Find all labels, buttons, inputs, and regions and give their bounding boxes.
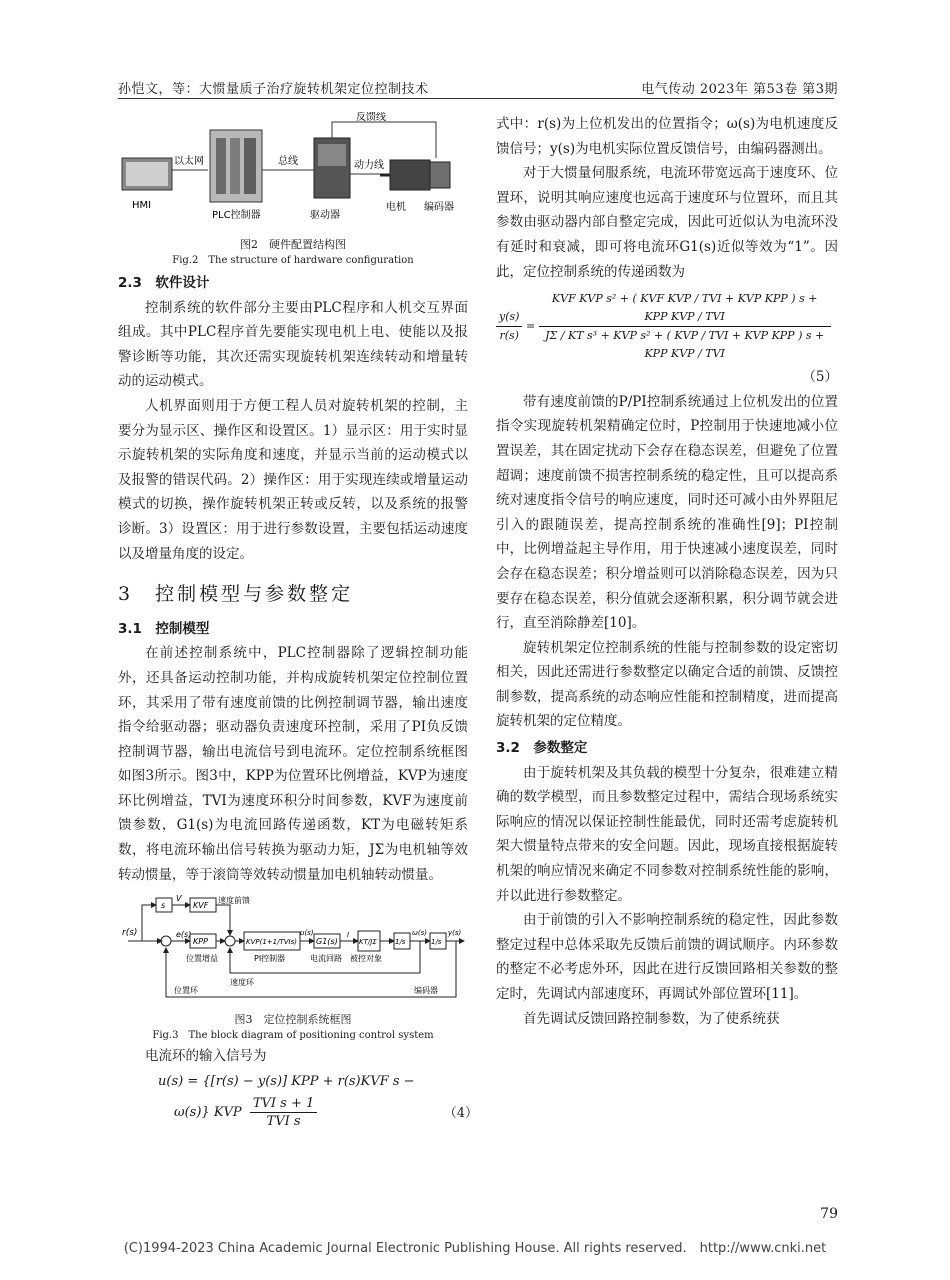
- equation-4-number: （4）: [443, 1105, 478, 1121]
- paragraph: 带有速度前馈的P/PI控制系统通过上位机发出的位置指令实现旋转机架精确定位时，P控制用于快速地减小位置误差，其在固定扰动下会存在稳态误差，但避免了位置超调；速度前馈不损害控制系统的稳定性，且可以提高系统对速度指令信号的响应速度，同时还可减小由外界阻尼引入的跟随误差，提高控制系统的准确性[9]；PI控制中，比例增益起主导作用，用于快速减小速度误差，同时会存在稳态误差；积分增益则可以消除稳态误差，因为只要存在稳态误差，积分值就会逐渐积累，积分调节就会进行，直至消除静差[10]。: [496, 393, 838, 632]
- rs-label: r(s): [122, 928, 138, 939]
- fig3-caption-cn: 图3 定位控制系统框图: [234, 1013, 352, 1027]
- section-2-3-heading: 2.3 软件设计: [118, 275, 210, 291]
- i-label: I: [347, 931, 350, 940]
- eq4-denominator: TVI s: [266, 1113, 301, 1129]
- paragraph: 人机界面则用于方便工程人员对旋转机架的控制，主要分为显示区、操作区和设置区。1）显示区：用于实时显示旋转机架的实际角度和速度，并显示当前的运动模式以及报警的错误代码。2）操作区：用于实现连续或增量运动模式的切换，操作旋转机架正转或反转，以及系统的报警诊断。3）设置区：用于进行参数设置，主要包括运动速度以及增量角度的设定。: [118, 397, 468, 562]
- paragraph: 在前述控制系统中，PLC控制器除了逻辑控制功能外，还具备运动控制功能，并构成旋转机架定位控制位置环，其采用了带有速度前馈的比例控制调节器，输出速度指令给驱动器；驱动器负责速度环控制，采用了PI负反馈控制调节器，输出电流信号到电流环。定位控制系统框图如图3所示。图3中，KPP为位置环比例增益，KVP为速度环比例增益，TVI为速度环积分时间参数，KVF为速度前馈参数，G1(s)为电流回路传递函数，KT为电磁转矩系数，将电流环输出信号转换为驱动力矩，JΣ为电机轴等效转动惯量，等于滚筒等效转动惯量加电机轴转动惯量。: [118, 645, 468, 883]
- int2-label: 1/s: [431, 938, 442, 947]
- running-header-left: 孙恺文，等：大惯量质子治疗旋转机架定位控制技术: [118, 82, 429, 97]
- equation-5-number: （5）: [802, 369, 838, 386]
- block-diagram: [118, 893, 468, 1011]
- eq4-numerator: TVI s + 1: [250, 1095, 317, 1113]
- motor-label: 电机: [386, 202, 406, 213]
- plc-label: PLC控制器: [212, 210, 261, 221]
- kpp-label: KPP: [193, 937, 208, 947]
- power-label: 动力线: [354, 160, 384, 171]
- eq5-lhs: [496, 308, 522, 345]
- motor-body: [390, 160, 430, 190]
- fig2-caption-cn: 图2 硬件配置结构图: [240, 238, 346, 251]
- paragraph: 对于大惯量伺服系统，电流环带宽远高于速度环、位置环，说明其响应速度也远高于速度环与位置环，而且其参数由驱动器内部自整定完成，因此可近似认为电流环没有延时和衰减，即可将电流环G1(s)近似等效为“1”。因此，定位控制系统的传递函数为: [496, 165, 838, 280]
- eq5-rhs: [539, 290, 831, 363]
- figure-3: [118, 893, 468, 1011]
- g1-label: G1(s): [316, 937, 338, 947]
- pos-loop-label: 位置环: [174, 986, 198, 996]
- v-label: V: [176, 894, 182, 904]
- hardware-diagram: [118, 112, 468, 244]
- equation-4-line-1: u(s) = {[r(s) − y(s)] KPP + r(s)KVF s −: [158, 1073, 415, 1089]
- feedback-label: 反馈线: [356, 112, 386, 123]
- kvf-label: KVF: [193, 901, 209, 911]
- paragraph: 控制系统的软件部分主要由PLC程序和人机交互界面组成。其中PLC程序首先要能实现电机上电、使能以及报警诊断等功能，其次还需实现旋转机架连续转动和增量转动的运动模式。: [118, 299, 468, 390]
- eq5-denominator: JΣ / KT s³ + KVP s² + ( KVP / TVI + KVP KPP ) s + KPP KVP / TVI: [545, 329, 825, 361]
- current-label: 电流回路: [310, 954, 342, 964]
- paragraph: 由于前馈的引入不影响控制系统的稳定性，因此参数整定过程中总体采取先反馈后前馈的调试顺序。内环参数的整定不必考虑外环，因此在进行反馈回路相关参数的整定时，先调试内部速度环，再调试外部位置环[11]。: [496, 912, 838, 1002]
- paragraph: 式中：r(s)为上位机发出的位置指令；ω(s)为电机速度反馈信号；y(s)为电机实际位置反馈信号，由编码器测出。: [496, 116, 838, 157]
- sum-junction-2: [225, 936, 235, 946]
- fig3-caption-en: Fig.3 The block diagram of positioning control system: [152, 1030, 434, 1042]
- eq4-fraction: [250, 1095, 317, 1130]
- speed-loop-label: 速度环: [230, 978, 254, 988]
- plant-label: 被控对象: [350, 954, 382, 964]
- left-column: [118, 112, 478, 1130]
- encoder-body: [430, 162, 450, 188]
- ff-label: 速度前馈: [218, 896, 250, 906]
- eq4-omega-term: ω(s)} KVP: [174, 1104, 242, 1120]
- equation-5: $\frac{y(s)}{r(s)}$ = KVF KVP s² + ( KVF KVP / TVI + KVP KPP ) s + KPP KVP / TVI JΣ / KT s³ + KVP s² + ( KVP / TVI + KVP KPP ) s + KPP KVP / TVI: [496, 290, 838, 363]
- s-block-label: s: [161, 901, 166, 911]
- int1-label: 1/s: [395, 938, 406, 947]
- pi-label: PI控制器: [254, 954, 286, 964]
- copyright-footer: (C)1994-2023 China Academic Journal Electronic Publishing House. All rights reserved. http://www.cnki.net: [123, 1241, 827, 1256]
- running-header-right: 电气传动 2023年 第53卷 第3期: [641, 82, 838, 97]
- header-rule: [118, 98, 834, 99]
- right-column: [496, 112, 838, 1031]
- paragraph: 旋转机架定位控制系统的性能与控制参数的设定密切相关，因此还需进行参数整定以确定合适的前馈、反馈控制参数，提高系统的动态响应性能和控制精度，进而提高旋转机架的定位精度。: [496, 639, 838, 730]
- eq5-lhs-numerator: y(s): [496, 308, 522, 327]
- figure-2: [118, 112, 468, 244]
- section-3-2-heading: 3.2 参数整定: [496, 740, 588, 757]
- page-number: 79: [820, 1206, 838, 1222]
- paragraph: 由于旋转机架及其负载的模型十分复杂，很难建立精确的数学模型，而且参数整定过程中，需结合现场系统实际响应的情况以保证控制性能最优，同时还需考虑旋转机架大惯量特点带来的安全问题。因此，现场直接根据旋转机架的响应情况来确定不同参数对控制系统性能的影响，并以此进行参数整定。: [496, 764, 838, 904]
- bus-label: 总线: [278, 156, 298, 167]
- hmi-label: HMI: [132, 200, 152, 211]
- encoder-label: 编码器: [424, 202, 454, 213]
- pi-block-label: KVP(1+1/TVIs): [246, 938, 297, 947]
- equation-4-line-2: [118, 1095, 478, 1130]
- sum-junction-1: [161, 936, 171, 946]
- ethernet-label: 以太网: [174, 156, 204, 167]
- encoder-fb-label: 编码器: [414, 986, 438, 996]
- kt-label: KT/JΣ: [359, 938, 377, 947]
- ys-label: y(s): [448, 929, 462, 938]
- eq5-numerator: KVF KVP s² + ( KVF KVP / TVI + KVP KPP ) s + KPP KVP / TVI: [539, 290, 831, 327]
- section-3-heading: 3 控制模型与参数整定: [118, 583, 354, 606]
- equation-intro: 电流环的输入信号为: [145, 1048, 267, 1065]
- fig2-caption-en: Fig.2 The structure of hardware configuration: [172, 255, 414, 266]
- driver-label: 驱动器: [310, 210, 340, 221]
- pos-gain-label: 位置增益: [186, 954, 218, 964]
- ws-label: ω(s): [412, 929, 427, 938]
- eq5-lhs-denominator: r(s): [499, 329, 519, 343]
- us-label: u(s): [300, 929, 314, 938]
- es-label: e(s): [176, 930, 192, 940]
- section-3-1-heading: 3.1 控制模型: [118, 620, 210, 637]
- paragraph: 首先调试反馈回路控制参数，为了使系统获: [523, 1010, 780, 1027]
